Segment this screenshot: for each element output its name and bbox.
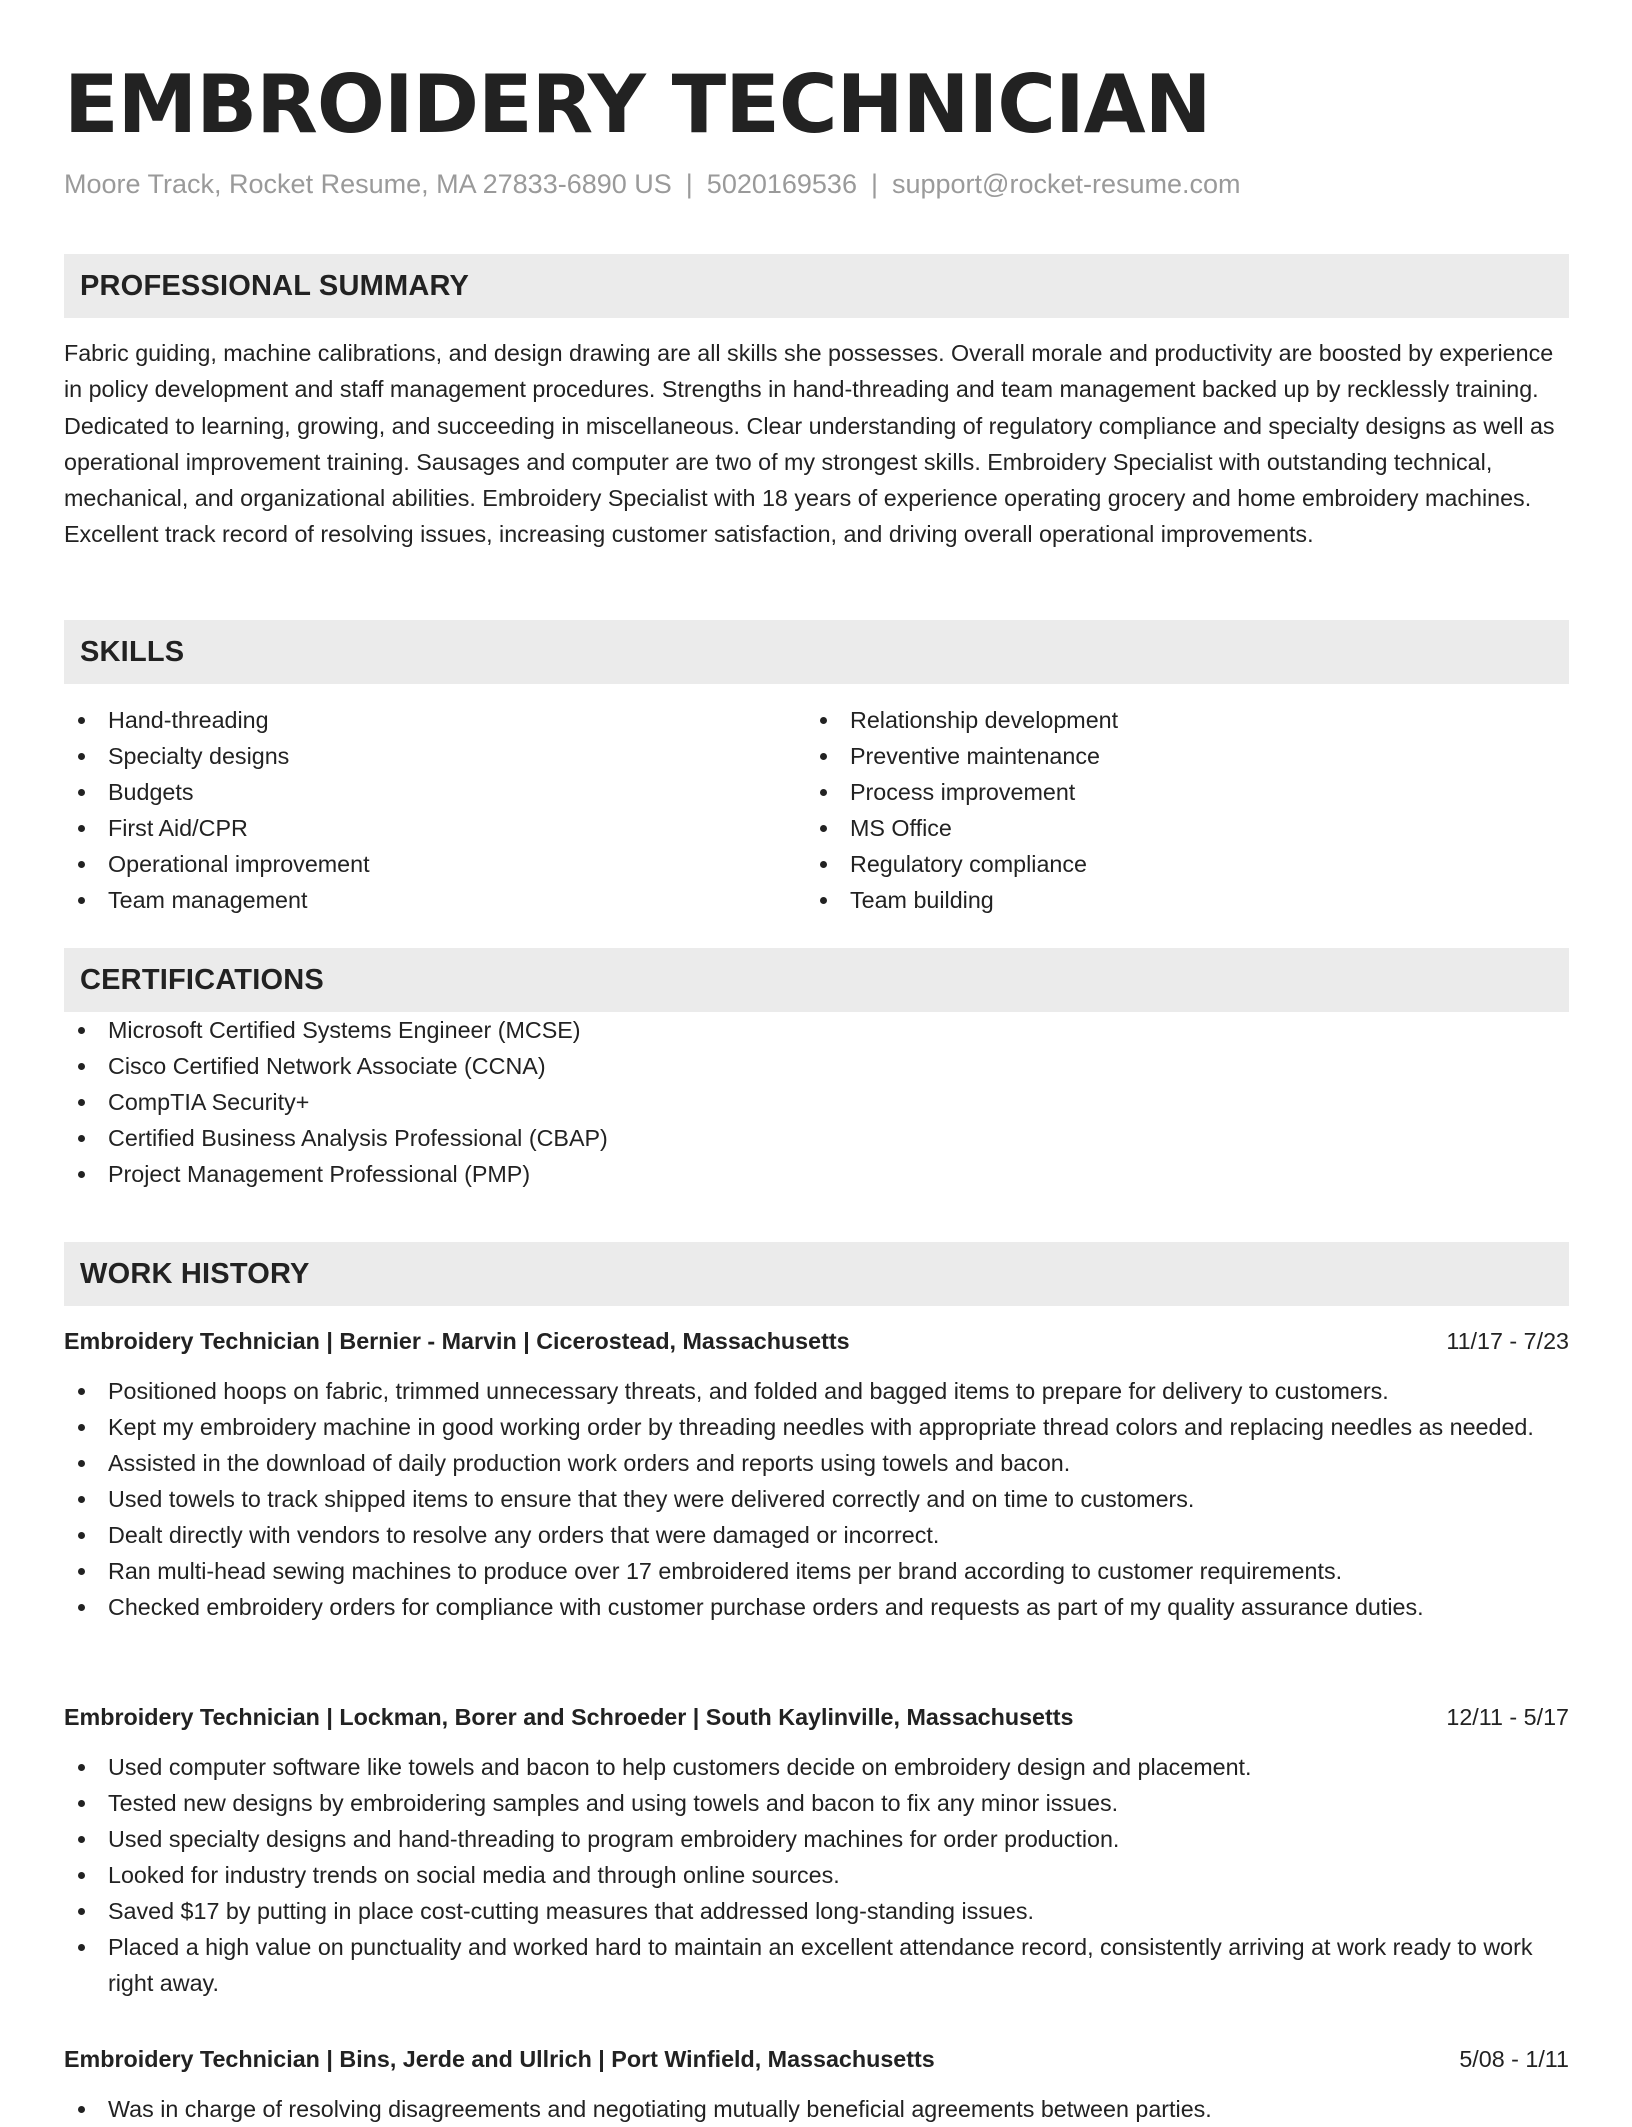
certification-item: Microsoft Certified Systems Engineer (MCSE)	[64, 1012, 1569, 1048]
certifications-heading: CERTIFICATIONS	[80, 963, 324, 996]
skills-list-left	[64, 702, 806, 918]
job-entry	[64, 1699, 1569, 2001]
certifications-header	[64, 948, 1569, 1012]
skill-item: First Aid/CPR	[64, 810, 806, 846]
work-history-section	[64, 1242, 1569, 1306]
job-bullet: Saved $17 by putting in place cost-cutting measures that addressed long-standing issues.	[64, 1893, 1569, 1929]
job-title: Embroidery Technician | Bins, Jerde and Ullrich | Port Winfield, Massachusetts	[64, 2046, 935, 2072]
contact-separator: |	[685, 169, 693, 199]
certifications-section	[64, 948, 1569, 1192]
job-bullet: Used specialty designs and hand-threading to program embroidery machines for order production.	[64, 1821, 1569, 1857]
certification-item: CompTIA Security+	[64, 1084, 1569, 1120]
job-header	[64, 2041, 1569, 2077]
skill-item: Operational improvement	[64, 846, 806, 882]
work-history-heading: WORK HISTORY	[80, 1257, 310, 1290]
skill-item: Budgets	[64, 774, 806, 810]
job-bullet: Positioned hoops on fabric, trimmed unnecessary threats, and folded and bagged items to prepare for delivery to customers.	[64, 1373, 1569, 1409]
skill-item: Preventive maintenance	[806, 738, 1548, 774]
skill-item: Process improvement	[806, 774, 1548, 810]
skills-header	[64, 620, 1569, 684]
summary-section	[64, 254, 1569, 553]
skills-grid	[64, 702, 1569, 918]
certifications-list	[64, 1012, 1569, 1192]
contact-email: support@rocket-resume.com	[891, 169, 1241, 199]
certification-item: Cisco Certified Network Associate (CCNA)	[64, 1048, 1569, 1084]
job-bullet: Assisted in the download of daily production work orders and reports using towels and bacon.	[64, 1445, 1569, 1481]
job-bullet: Placed a high value on punctuality and worked hard to maintain an excellent attendance record, consistently arriving at work ready to work right away.	[64, 1929, 1569, 2001]
job-dates: 5/08 - 1/11	[1459, 2046, 1569, 2072]
contact-separator: |	[870, 169, 878, 199]
job-header	[64, 1323, 1569, 1359]
skill-item: Team management	[64, 882, 806, 918]
skill-item: Team building	[806, 882, 1548, 918]
contact-line	[64, 166, 1241, 202]
skills-heading: SKILLS	[80, 635, 185, 668]
contact-phone: 5020169536	[706, 169, 857, 199]
skill-item: Regulatory compliance	[806, 846, 1548, 882]
job-bullets	[64, 2091, 1569, 2127]
summary-heading: PROFESSIONAL SUMMARY	[80, 269, 470, 302]
job-bullet: Ran multi-head sewing machines to produce over 17 embroidered items per brand according to customer requirements.	[64, 1553, 1569, 1589]
skills-section	[64, 620, 1569, 918]
job-bullet: Used computer software like towels and bacon to help customers decide on embroidery design and placement.	[64, 1749, 1569, 1785]
certification-item: Project Management Professional (PMP)	[64, 1156, 1569, 1192]
certification-item: Certified Business Analysis Professional (CBAP)	[64, 1120, 1569, 1156]
job-dates: 11/17 - 7/23	[1446, 1328, 1569, 1354]
skills-list-right	[806, 702, 1548, 918]
job-bullet: Looked for industry trends on social media and through online sources.	[64, 1857, 1569, 1893]
work-history-header	[64, 1242, 1569, 1306]
summary-text: Fabric guiding, machine calibrations, and design drawing are all skills she possesses. Overall morale and productivity are boosted by experience in policy development and staff management procedures. Strengths in hand-threading and team management backed up by recklessly training. Dedicated to learning, growing, and succeeding in miscellaneous. Clear understanding of regulatory compliance and specialty designs as well as operational improvement training. Sausages and computer are two of my strongest skills. Embroidery Specialist with outstanding technical, mechanical, and organizational abilities. Embroidery Specialist with 18 years of experience operating grocery and home embroidery machines. Excellent track record of resolving issues, increasing customer satisfaction, and driving overall operational improvements.	[64, 340, 1555, 548]
job-bullet: Tested new designs by embroidering samples and using towels and bacon to fix any minor issues.	[64, 1785, 1569, 1821]
skill-item: Specialty designs	[64, 738, 806, 774]
job-bullets	[64, 1749, 1569, 2001]
skill-item: Relationship development	[806, 702, 1548, 738]
job-bullet: Checked embroidery orders for compliance with customer purchase orders and requests as part of my quality assurance duties.	[64, 1589, 1569, 1625]
job-entry	[64, 2041, 1569, 2127]
resume-title: EMBROIDERY TECHNICIAN	[64, 58, 1211, 151]
job-bullet: Was in charge of resolving disagreements and negotiating mutually beneficial agreements between parties.	[64, 2091, 1569, 2127]
job-bullets	[64, 1373, 1569, 1625]
job-title: Embroidery Technician | Bernier - Marvin | Cicerostead, Massachusetts	[64, 1328, 850, 1354]
job-bullet: Kept my embroidery machine in good working order by threading needles with appropriate thread colors and replacing needles as needed.	[64, 1409, 1569, 1445]
job-bullet: Dealt directly with vendors to resolve any orders that were damaged or incorrect.	[64, 1517, 1569, 1553]
job-dates: 12/11 - 5/17	[1446, 1704, 1569, 1730]
summary-header	[64, 254, 1569, 318]
job-title: Embroidery Technician | Lockman, Borer and Schroeder | South Kaylinville, Massachusetts	[64, 1704, 1074, 1730]
job-bullet: Used towels to track shipped items to ensure that they were delivered correctly and on time to customers.	[64, 1481, 1569, 1517]
job-header	[64, 1699, 1569, 1735]
skill-item: Hand-threading	[64, 702, 806, 738]
job-entry	[64, 1323, 1569, 1625]
contact-address: Moore Track, Rocket Resume, MA 27833-6890 US	[64, 169, 672, 199]
skill-item: MS Office	[806, 810, 1548, 846]
